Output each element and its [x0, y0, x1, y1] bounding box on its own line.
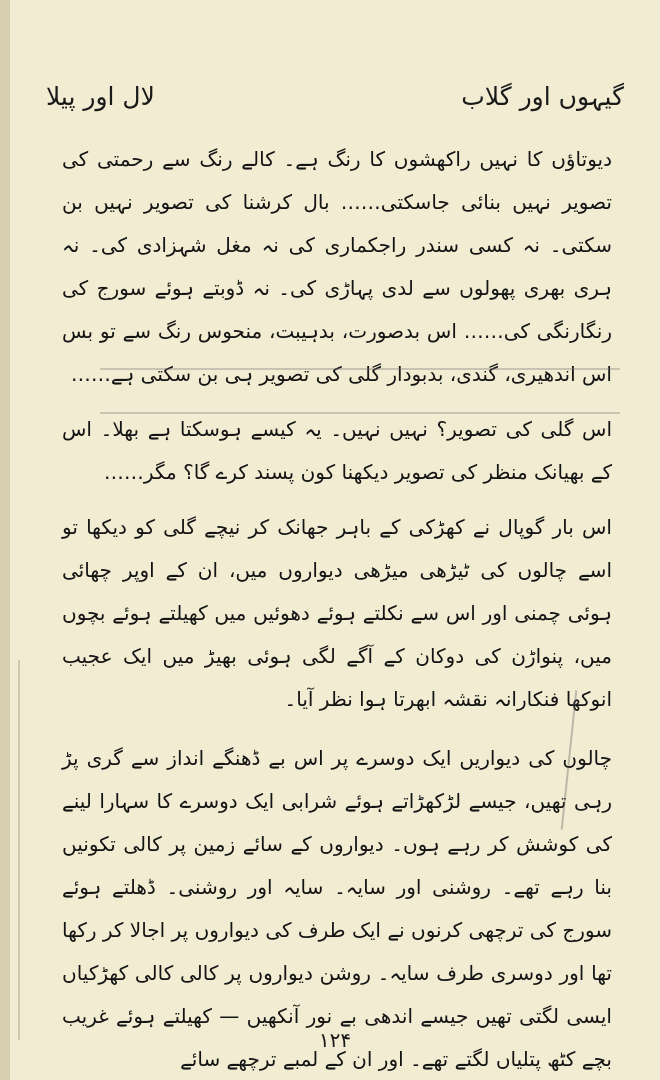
paragraph-3: اس بار گوپال نے کھڑکی کے باہر جھانک کر نیچے گلی کو دیکھا تو اسے چالوں کی ٹیڑھی میڑھی دیواروں میں، ان کے اوپر چھائی ہوئی چمنی اور اس سے نکلتے ہوئے دھوئیں میں کھیلتے ہوئے بچوں میں، پنواڑن کی دوکان کے آگے لگی ہوئی بھیڑ میں ایک عجیب انوکھا فنکارانہ نقشہ ابھرتا ہوا نظر آیا۔: [62, 515, 612, 711]
book-title: لال اور پیلا: [46, 82, 155, 111]
paragraph-2: اس گلی کی تصویر؟ نہیں نہیں۔ یہ کیسے ہوسکتا ہے بھلا۔ اس کے بھیانک منظر کی تصویر دیکھنا کون پسند کرے گا؟ مگر……: [62, 417, 612, 484]
chapter-title: گیہوں اور گلاب: [461, 82, 624, 111]
pencil-underline-2: [100, 412, 620, 414]
page-gutter-mark: [18, 660, 20, 1040]
page-number: ۱۲۴: [318, 1028, 352, 1052]
paragraph-1: دیوتاؤں کا نہیں راکھشوں کا رنگ ہے۔ کالے رنگ سے رحمتی کی تصویر نہیں بنائی جاسکتی…… بال کرشنا کی تصویر نہیں بن سکتی۔ نہ کسی سندر راجکماری کی نہ مغل شہزادی کی۔ نہ ہری بھری پھولوں سے لدی پہاڑی کی۔ نہ ڈوبتے ہوئے سورج کی رنگارنگی کی…… اس بدصورت، بدہیبت، منحوس رنگ سے تو بس اس اندھیری، گندی، بدبودار گلی کی تصویر ہی بن سکتی ہے……: [62, 147, 612, 386]
running-header: [46, 82, 624, 122]
paragraph-4: چالوں کی دیواریں ایک دوسرے پر اس بے ڈھنگے انداز سے گری پڑ رہی تھیں، جیسے لڑکھڑاتے ہوئے شرابی ایک دوسرے کا سہارا لینے کی کوشش کر رہے ہوں۔ دیواروں کے سائے زمین پر کالی تکونیں بنا رہے تھے۔ روشنی اور سایہ۔ سایہ اور روشنی۔ ڈھلتے ہوئے سورج کی ترچھی کرنوں نے ایک طرف کی دیواروں پر اجالا کر رکھا تھا اور دوسری طرف سایہ۔ روشن دیواروں پر کالی کالی کھڑکیاں ایسی لگتی تھیں جیسے اندھی بے نور آنکھیں — کھیلتے ہوئے غریب بچے کٹھ پتلیاں لگتے تھے۔ اور ان کے لمبے ترچھے سائے: [62, 746, 612, 1071]
pencil-underline-1: [100, 368, 620, 370]
page-body: [62, 138, 612, 1080]
